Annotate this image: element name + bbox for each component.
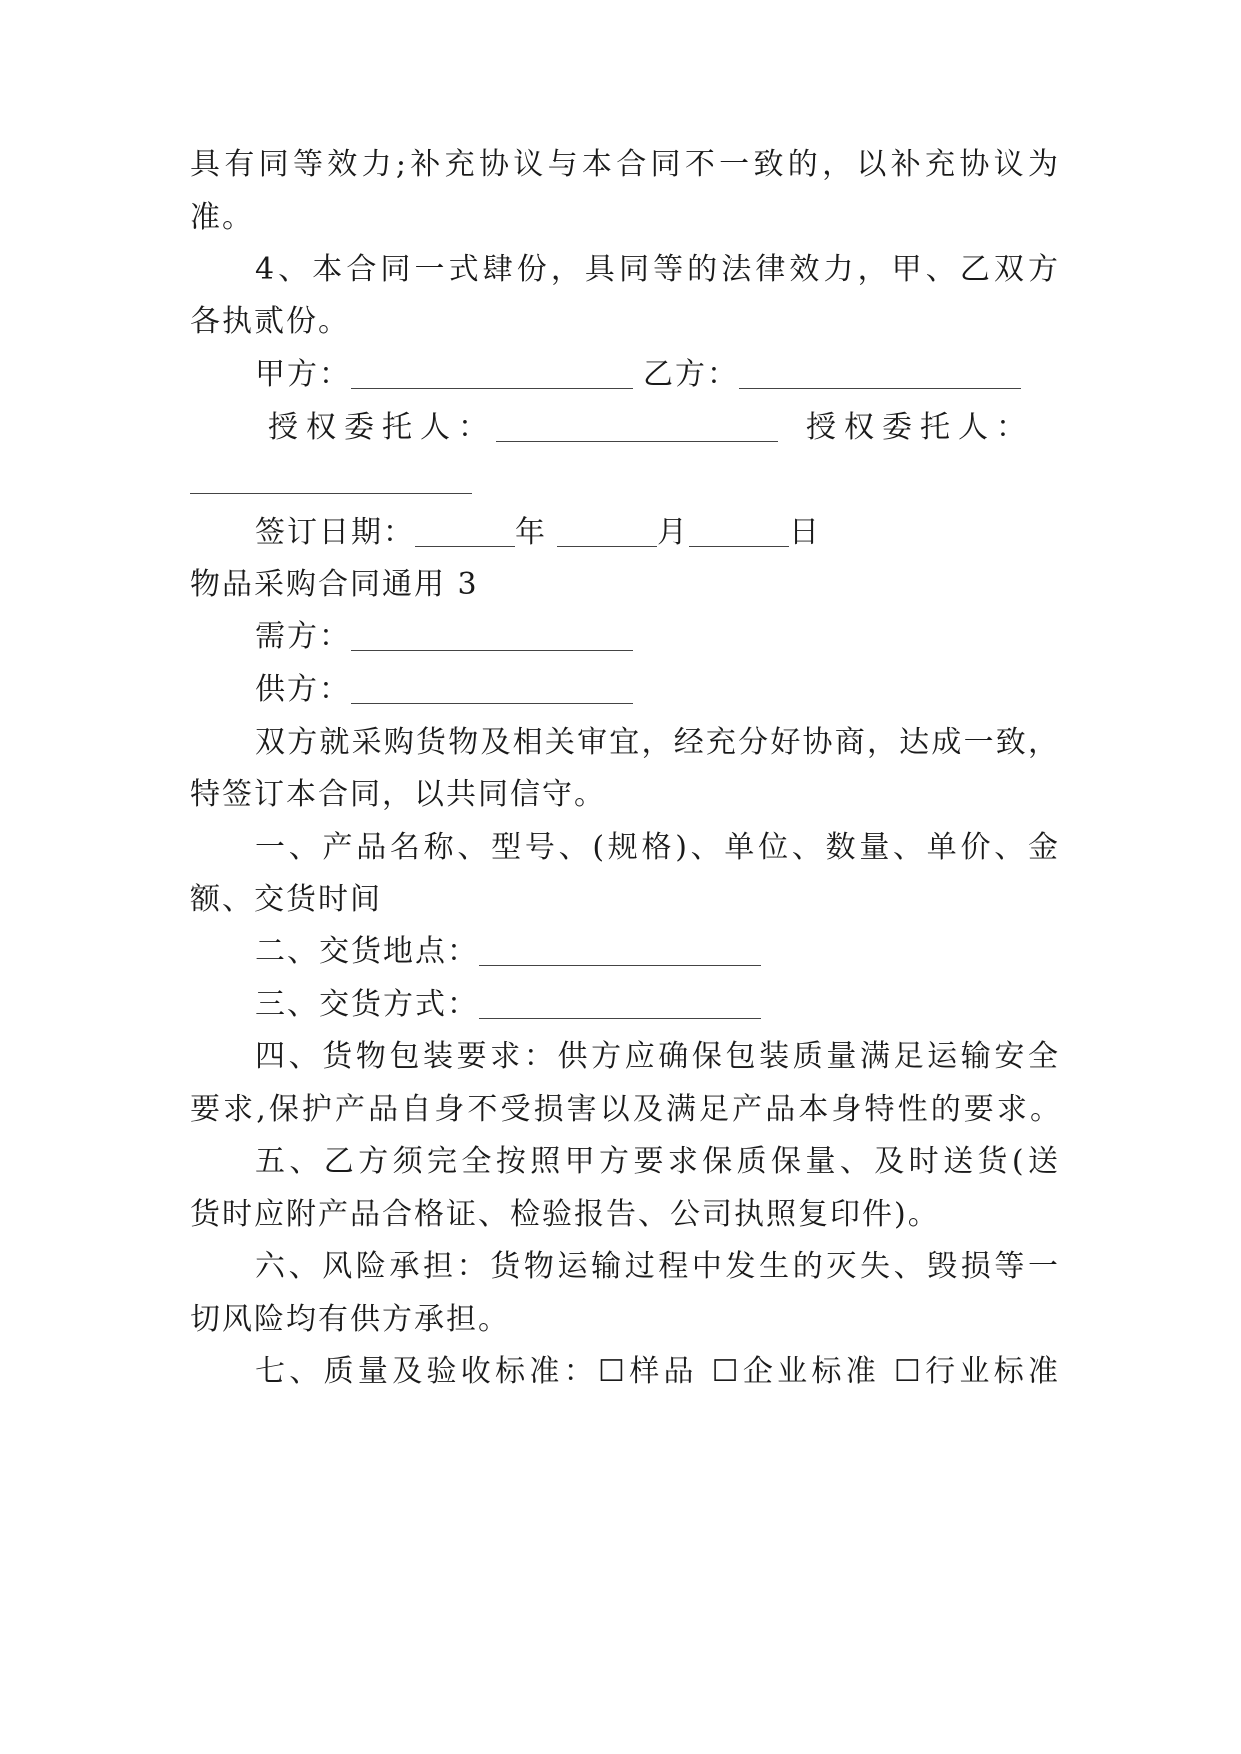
year-blank — [415, 507, 515, 547]
clause-4-line: 要求,保护产品自身不受损害以及满足产品本身特性的要求。 — [190, 1092, 1060, 1127]
delivery-method-label: 三、交货方式： — [255, 987, 479, 1022]
clause-5-line: 货时应附产品合格证、检验报告、公司执照复印件)。 — [190, 1197, 940, 1232]
clause-6-line: 六、风险承担：货物运输过程中发生的灭失、毁损等一 — [255, 1249, 1060, 1284]
party-a-blank — [351, 349, 633, 389]
delivery-place-blank — [479, 926, 761, 966]
agent-b-label: 授权委托人： — [806, 410, 1034, 445]
sign-date-row — [255, 513, 1060, 553]
party-a-label: 甲方： — [255, 357, 351, 392]
party-signature-row — [255, 355, 1060, 395]
clause-3-row — [255, 985, 1060, 1025]
clause-5-line: 五、乙方须完全按照甲方要求保质保量、及时送货(送 — [255, 1144, 1060, 1179]
agent-a-blank — [496, 402, 778, 442]
section-heading: 物品采购合同通用 3 — [190, 567, 479, 602]
intro-line: 双方就采购货物及相关审宜，经充分好协商，达成一致， — [255, 725, 1060, 760]
supplier-blank — [351, 664, 633, 704]
intro-line: 特签订本合同，以共同信守。 — [190, 777, 606, 812]
text-line: 具有同等效力;补充协议与本合同不一致的，以补充协议为 — [190, 147, 1060, 182]
text-line: 各执贰份。 — [190, 304, 350, 339]
party-b-label: 乙方： — [643, 357, 739, 392]
text-line: 准。 — [190, 200, 254, 235]
delivery-place-label: 二、交货地点： — [255, 934, 479, 969]
clause-2-row — [255, 932, 1060, 972]
agent-row — [268, 408, 1073, 448]
buyer-label: 需方： — [255, 619, 351, 654]
clause-6-line: 切风险均有供方承担。 — [190, 1302, 510, 1337]
year-label: 年 — [515, 515, 547, 550]
supplier-row — [255, 670, 1060, 710]
day-blank — [689, 507, 789, 547]
buyer-blank — [351, 611, 633, 651]
day-label: 日 — [789, 515, 821, 550]
month-blank — [557, 507, 657, 547]
clause-1-line: 额、交货时间 — [190, 882, 382, 917]
party-b-blank — [739, 349, 1021, 389]
clause-7-line: 七、质量及验收标准：☐样品 ☐企业标准 ☐行业标准 — [255, 1354, 1060, 1389]
agent-b-blank-row — [190, 460, 1060, 500]
sign-date-label: 签订日期： — [255, 515, 415, 550]
supplier-label: 供方： — [255, 672, 351, 707]
agent-b-blank — [190, 454, 472, 494]
delivery-method-blank — [479, 979, 761, 1019]
clause-4-line: 四、货物包装要求：供方应确保包装质量满足运输安全 — [255, 1039, 1060, 1074]
agent-a-label: 授权委托人： — [268, 410, 496, 445]
buyer-row — [255, 617, 1060, 657]
clause-4-line: 4、本合同一式肆份，具同等的法律效力，甲、乙双方 — [255, 252, 1060, 287]
month-label: 月 — [657, 515, 689, 550]
clause-1-line: 一、产品名称、型号、(规格)、单位、数量、单价、金 — [255, 830, 1060, 865]
